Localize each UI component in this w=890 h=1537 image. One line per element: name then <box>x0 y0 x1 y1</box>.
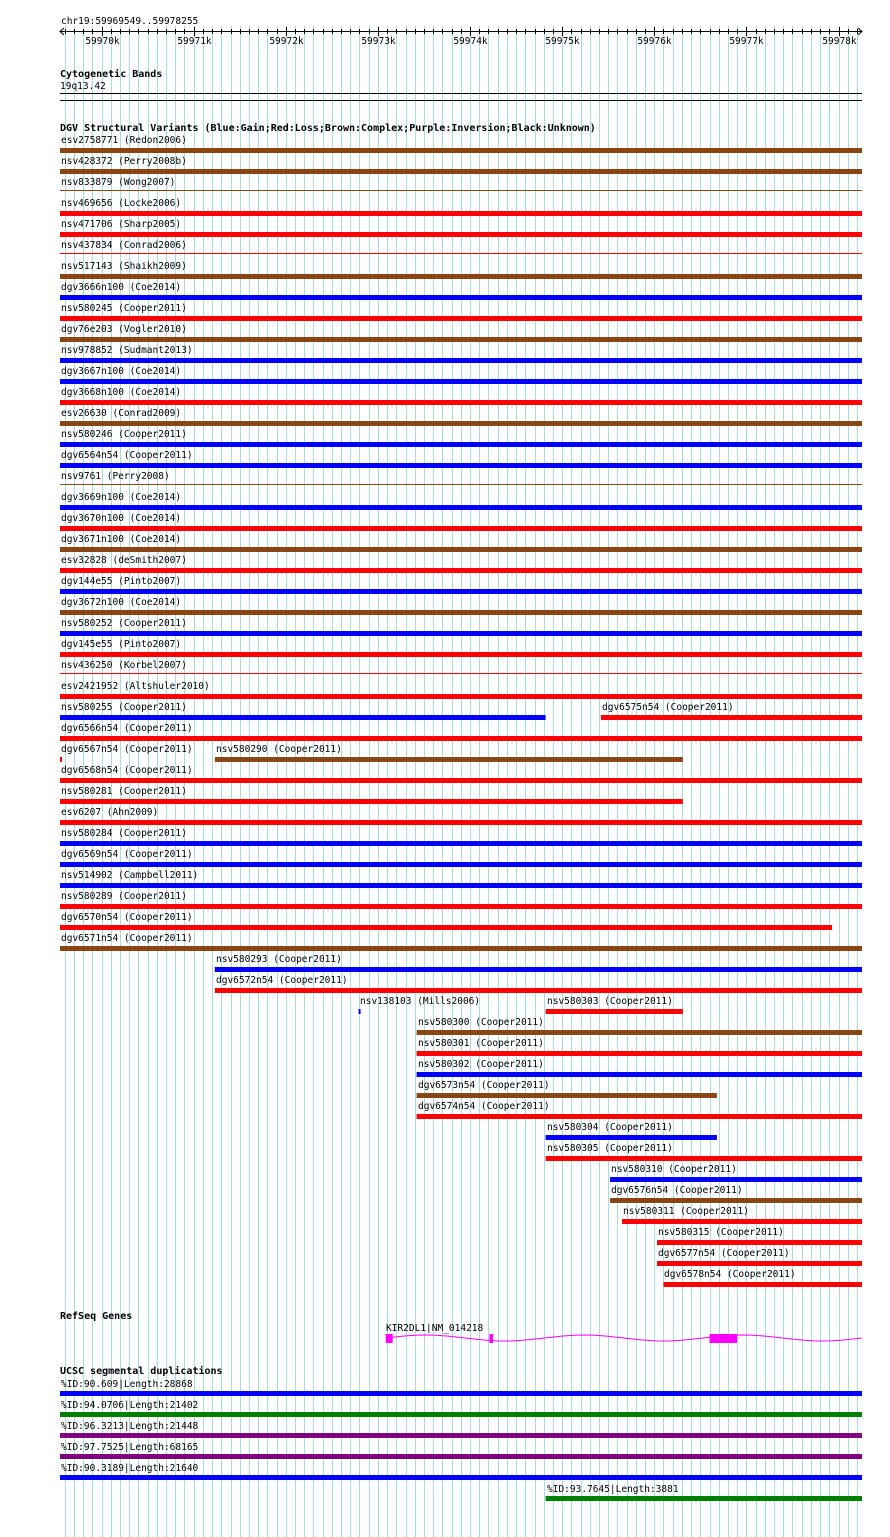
dgv-feature-label: dgv6567n54 (Cooper2011) <box>61 744 193 755</box>
dgv-feature-label: esv2758771 (Redon2006) <box>61 135 187 146</box>
dgv-feature-label: dgv144e55 (Pinto2007) <box>61 576 182 587</box>
dgv-feature-bar <box>417 1093 717 1098</box>
dgv-feature-bar <box>60 568 862 573</box>
ruler-tick-label: 59976k <box>637 36 672 47</box>
dgv-feature-bar <box>60 463 862 468</box>
dgv-feature-bar <box>622 1219 862 1224</box>
dgv-feature-bar <box>60 358 862 363</box>
segdup-feature-bar <box>60 1433 862 1438</box>
dgv-feature-bar <box>60 589 862 594</box>
segdup-feature-bar <box>60 1454 862 1459</box>
dgv-feature-label: nsv517143 (Shaikh2009) <box>61 261 187 272</box>
dgv-feature-bar <box>610 1177 862 1182</box>
dgv-feature-label: nsv437834 (Conrad2006) <box>61 240 187 251</box>
dgv-feature-bar <box>60 442 862 447</box>
dgv-feature-label: nsv580284 (Cooper2011) <box>61 828 187 839</box>
refseq-intron-line <box>386 1335 862 1341</box>
dgv-feature-bar <box>215 967 862 972</box>
dgv-feature-label: dgv3668n100 (Coe2014) <box>61 387 182 398</box>
dgv-feature-label: dgv6575n54 (Cooper2011) <box>602 702 734 713</box>
dgv-feature-bar <box>215 757 683 762</box>
dgv-feature-label: nsv580311 (Cooper2011) <box>623 1206 749 1217</box>
dgv-feature-label: nsv138103 (Mills2006) <box>360 996 481 1007</box>
dgv-feature-label: dgv6574n54 (Cooper2011) <box>418 1101 550 1112</box>
segdup-feature-bar <box>60 1475 862 1480</box>
dgv-feature-bar <box>60 652 862 657</box>
dgv-feature-bar <box>60 316 862 321</box>
ruler-tick-label: 59973k <box>361 36 396 47</box>
dgv-feature-label: dgv76e203 (Vogler2010) <box>61 324 187 335</box>
dgv-feature-label: nsv580252 (Cooper2011) <box>61 618 187 629</box>
segdup-feature-label: %ID:94.0706|Length:21402 <box>61 1400 199 1411</box>
dgv-feature-label: dgv6568n54 (Cooper2011) <box>61 765 193 776</box>
dgv-feature-bar <box>546 1135 717 1140</box>
ruler-range: chr19:59969549..59978255 <box>61 16 199 27</box>
cyto-track-title: Cytogenetic Bands <box>60 69 163 80</box>
dgv-feature-bar <box>60 694 862 699</box>
dgv-feature-label: nsv514902 (Campbell2011) <box>61 870 199 881</box>
dgv-feature-label: nsv580303 (Cooper2011) <box>547 996 673 1007</box>
dgv-feature-bar <box>546 1009 683 1014</box>
dgv-feature-bar <box>657 1240 862 1245</box>
segdup-feature-label: %ID:96.3213|Length:21448 <box>61 1421 199 1432</box>
dgv-feature-label: dgv3666n100 (Coe2014) <box>61 282 182 293</box>
dgv-feature-bar <box>60 526 862 531</box>
dgv-feature-bar <box>60 421 862 426</box>
dgv-feature-label: nsv580289 (Cooper2011) <box>61 891 187 902</box>
dgv-feature-label: esv26630 (Conrad2009) <box>61 408 182 419</box>
dgv-feature-label: dgv6572n54 (Cooper2011) <box>216 975 348 986</box>
dgv-feature-label: dgv3672n100 (Coe2014) <box>61 597 182 608</box>
ruler-tick-label: 59972k <box>269 36 304 47</box>
dgv-feature-bar <box>60 190 862 191</box>
dgv-feature-label: dgv3667n100 (Coe2014) <box>61 366 182 377</box>
segdup-feature-label: %ID:90.609|Length:28868 <box>61 1379 193 1390</box>
dgv-feature-label: dgv3670n100 (Coe2014) <box>61 513 182 524</box>
dgv-feature-bar <box>546 1156 862 1161</box>
dgv-feature-label: esv6207 (Ahn2009) <box>61 807 159 818</box>
dgv-feature-bar <box>60 253 862 254</box>
dgv-feature-bar <box>60 736 862 741</box>
ruler-tick-label: 59971k <box>177 36 212 47</box>
dgv-feature-label: dgv6569n54 (Cooper2011) <box>61 849 193 860</box>
dgv-feature-label: dgv6571n54 (Cooper2011) <box>61 933 193 944</box>
ruler-tick-label: 59970k <box>85 36 120 47</box>
dgv-feature-bar <box>60 400 862 405</box>
dgv-feature-bar <box>417 1114 862 1119</box>
segdup-feature-bar <box>60 1412 862 1417</box>
dgv-feature-label: dgv6578n54 (Cooper2011) <box>664 1269 796 1280</box>
dgv-feature-bar <box>60 841 862 846</box>
dgv-feature-bar <box>215 988 862 993</box>
ruler-tick-label: 59978k <box>822 36 857 47</box>
segdup-feature-bar <box>60 1391 862 1396</box>
dgv-feature-bar <box>60 337 862 342</box>
dgv-feature-label: dgv6577n54 (Cooper2011) <box>658 1248 790 1259</box>
dgv-feature-bar <box>657 1261 862 1266</box>
dgv-feature-label: nsv469656 (Locke2006) <box>61 198 182 209</box>
dgv-feature-label: nsv471706 (Sharp2005) <box>61 219 182 230</box>
dgv-feature-bar <box>60 778 862 783</box>
dgv-feature-label: dgv6566n54 (Cooper2011) <box>61 723 193 734</box>
dgv-feature-label: nsv580300 (Cooper2011) <box>418 1017 544 1028</box>
dgv-feature-bar <box>60 547 862 552</box>
dgv-feature-label: nsv580302 (Cooper2011) <box>418 1059 544 1070</box>
dgv-feature-bar <box>60 610 862 615</box>
dgv-feature-label: nsv428372 (Perry2008b) <box>61 156 187 167</box>
refseq-exon <box>710 1334 738 1343</box>
dgv-feature-bar <box>610 1198 862 1203</box>
dgv-feature-bar <box>60 295 862 300</box>
dgv-feature-bar <box>60 379 862 384</box>
ruler-tick-label: 59977k <box>729 36 764 47</box>
dgv-feature-bar <box>359 1009 361 1014</box>
refseq-track-title: RefSeq Genes <box>60 1311 133 1322</box>
segdup-feature-label: %ID:90.3189|Length:21640 <box>61 1463 199 1474</box>
dgv-feature-label: nsv580305 (Cooper2011) <box>547 1143 673 1154</box>
dgv-feature-label: nsv580310 (Cooper2011) <box>611 1164 737 1175</box>
dgv-feature-label: dgv3669n100 (Coe2014) <box>61 492 182 503</box>
segdup-track-title: UCSC segmental duplications <box>60 1366 223 1377</box>
dgv-feature-bar <box>60 883 862 888</box>
dgv-feature-label: dgv6576n54 (Cooper2011) <box>611 1185 743 1196</box>
cyto-band-label: 19q13.42 <box>60 81 106 92</box>
dgv-feature-label: nsv436250 (Korbel2007) <box>61 660 187 671</box>
dgv-feature-label: nsv580255 (Cooper2011) <box>61 702 187 713</box>
dgv-feature-label: nsv580281 (Cooper2011) <box>61 786 187 797</box>
ruler-tick-label: 59975k <box>545 36 580 47</box>
refseq-exon <box>386 1334 393 1343</box>
dgv-feature-label: dgv6573n54 (Cooper2011) <box>418 1080 550 1091</box>
segdup-feature-label: %ID:97.7525|Length:68165 <box>61 1442 199 1453</box>
dgv-feature-bar <box>60 274 862 279</box>
dgv-feature-bar <box>60 169 862 174</box>
dgv-feature-label: nsv580301 (Cooper2011) <box>418 1038 544 1049</box>
dgv-feature-label: esv2421952 (Altshuler2010) <box>61 681 210 692</box>
dgv-feature-label: nsv580245 (Cooper2011) <box>61 303 187 314</box>
dgv-feature-label: dgv3671n100 (Coe2014) <box>61 534 182 545</box>
segdup-feature-bar <box>546 1496 862 1501</box>
dgv-track-title: DGV Structural Variants (Blue:Gain;Red:Loss;Brown:Complex;Purple:Inversion;Black:Unknown) <box>60 123 596 134</box>
dgv-feature-bar <box>60 904 862 909</box>
dgv-feature-bar <box>60 232 862 237</box>
dgv-feature-bar <box>60 757 62 762</box>
dgv-feature-label: esv32828 (deSmith2007) <box>61 555 187 566</box>
dgv-feature-label: dgv6564n54 (Cooper2011) <box>61 450 193 461</box>
dgv-feature-bar <box>417 1030 862 1035</box>
dgv-feature-bar <box>60 862 862 867</box>
dgv-feature-label: nsv9761 (Perry2008) <box>61 471 170 482</box>
dgv-feature-bar <box>60 925 832 930</box>
dgv-feature-label: nsv580304 (Cooper2011) <box>547 1122 673 1133</box>
dgv-feature-bar <box>60 715 546 720</box>
ruler-tick-label: 59974k <box>453 36 488 47</box>
dgv-feature-label: nsv580290 (Cooper2011) <box>216 744 342 755</box>
dgv-feature-bar <box>60 505 862 510</box>
dgv-feature-bar <box>663 1282 862 1287</box>
dgv-feature-bar <box>60 211 862 216</box>
dgv-feature-bar <box>60 484 862 485</box>
dgv-feature-label: dgv145e55 (Pinto2007) <box>61 639 182 650</box>
refseq-gene-label: KIR2DL1|NM_014218 <box>386 1323 484 1334</box>
dgv-feature-bar <box>60 148 862 153</box>
dgv-feature-label: nsv978852 (Sudmant2013) <box>61 345 193 356</box>
refseq-exon <box>489 1334 493 1343</box>
dgv-feature-bar <box>60 631 862 636</box>
dgv-feature-bar <box>60 673 862 674</box>
dgv-feature-bar <box>60 799 683 804</box>
segdup-feature-label: %ID:93.7645|Length:3881 <box>547 1484 679 1495</box>
dgv-feature-label: nsv580246 (Cooper2011) <box>61 429 187 440</box>
dgv-feature-bar <box>60 946 862 951</box>
dgv-feature-label: nsv580293 (Cooper2011) <box>216 954 342 965</box>
dgv-feature-bar <box>417 1072 862 1077</box>
dgv-feature-label: nsv580315 (Cooper2011) <box>658 1227 784 1238</box>
dgv-feature-bar <box>417 1051 862 1056</box>
dgv-feature-bar <box>601 715 862 720</box>
dgv-feature-label: nsv833879 (Wong2007) <box>61 177 176 188</box>
dgv-feature-label: dgv6570n54 (Cooper2011) <box>61 912 193 923</box>
dgv-feature-bar <box>60 820 862 825</box>
